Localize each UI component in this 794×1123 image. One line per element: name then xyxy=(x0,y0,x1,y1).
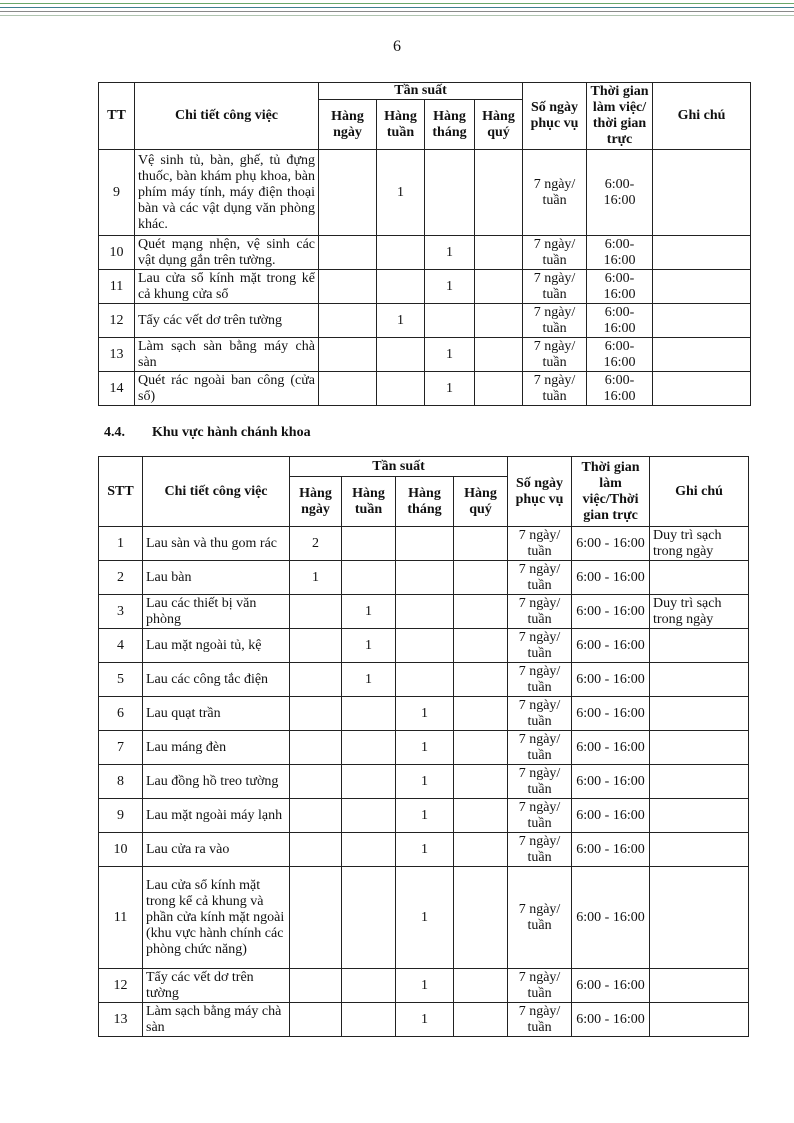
row-number: 2 xyxy=(99,561,143,595)
freq-quarterly xyxy=(454,663,508,697)
note xyxy=(650,833,749,867)
task-detail: Lau quạt trần xyxy=(143,697,290,731)
header-days: Số ngày phục vụ xyxy=(508,457,572,527)
freq-monthly xyxy=(396,527,454,561)
row-number: 10 xyxy=(99,833,143,867)
freq-monthly xyxy=(396,629,454,663)
service-days: 7 ngày/ tuần xyxy=(508,731,572,765)
freq-monthly: 1 xyxy=(396,731,454,765)
task-detail: Lau các công tắc điện xyxy=(143,663,290,697)
working-time: 6:00- 16:00 xyxy=(587,150,653,236)
freq-daily xyxy=(290,969,342,1003)
note xyxy=(650,765,749,799)
row-number: 11 xyxy=(99,867,143,969)
freq-quarterly xyxy=(475,338,523,372)
service-days: 7 ngày/ tuần xyxy=(508,1003,572,1037)
header-monthly: Hàng tháng xyxy=(396,477,454,527)
service-days: 7 ngày/ tuần xyxy=(523,270,587,304)
service-days: 7 ngày/ tuần xyxy=(508,697,572,731)
task-detail: Lau cửa sổ kính mặt trong kể cả khung và phần cửa kính mặt ngoài (khu vực hành chính các phòng chức năng) xyxy=(143,867,290,969)
task-detail: Làm sạch sàn bằng máy chà sàn xyxy=(135,338,319,372)
working-time: 6:00 - 16:00 xyxy=(572,697,650,731)
freq-daily: 2 xyxy=(290,527,342,561)
freq-daily: 1 xyxy=(290,561,342,595)
freq-monthly xyxy=(396,595,454,629)
freq-weekly xyxy=(342,867,396,969)
freq-quarterly xyxy=(475,372,523,406)
freq-quarterly xyxy=(454,697,508,731)
freq-daily xyxy=(319,338,377,372)
task-detail: Làm sạch bằng máy chà sàn xyxy=(143,1003,290,1037)
freq-quarterly xyxy=(454,969,508,1003)
working-time: 6:00 - 16:00 xyxy=(572,527,650,561)
service-days: 7 ngày/ tuần xyxy=(508,561,572,595)
note: Duy trì sạch trong ngày xyxy=(650,595,749,629)
freq-monthly xyxy=(396,663,454,697)
freq-daily xyxy=(319,150,377,236)
note xyxy=(650,629,749,663)
working-time: 6:00 - 16:00 xyxy=(572,833,650,867)
row-number: 8 xyxy=(99,765,143,799)
working-time: 6:00 - 16:00 xyxy=(572,799,650,833)
freq-weekly: 1 xyxy=(377,150,425,236)
header-note: Ghi chú xyxy=(653,83,751,150)
freq-daily xyxy=(290,799,342,833)
freq-monthly: 1 xyxy=(425,236,475,270)
service-days: 7 ngày/ tuần xyxy=(508,663,572,697)
row-number: 10 xyxy=(99,236,135,270)
table-row xyxy=(99,527,749,561)
freq-weekly: 1 xyxy=(342,663,396,697)
freq-quarterly xyxy=(475,150,523,236)
freq-daily xyxy=(290,629,342,663)
freq-daily xyxy=(290,595,342,629)
row-number: 9 xyxy=(99,150,135,236)
working-time: 6:00 - 16:00 xyxy=(572,595,650,629)
table-1-body xyxy=(99,150,751,406)
freq-quarterly xyxy=(454,799,508,833)
freq-quarterly xyxy=(454,527,508,561)
scan-edge-lines xyxy=(0,0,794,22)
row-number: 5 xyxy=(99,663,143,697)
freq-monthly: 1 xyxy=(396,969,454,1003)
task-detail: Lau máng đèn xyxy=(143,731,290,765)
row-number: 3 xyxy=(99,595,143,629)
freq-monthly: 1 xyxy=(396,1003,454,1037)
table-row xyxy=(99,969,749,1003)
row-number: 14 xyxy=(99,372,135,406)
freq-weekly: 1 xyxy=(377,304,425,338)
header-note: Ghi chú xyxy=(650,457,749,527)
table-row xyxy=(99,697,749,731)
service-days: 7 ngày/ tuần xyxy=(508,833,572,867)
service-days: 7 ngày/ tuần xyxy=(508,527,572,561)
freq-quarterly xyxy=(475,236,523,270)
table-row xyxy=(99,867,749,969)
working-time: 6:00 - 16:00 xyxy=(572,969,650,1003)
freq-monthly: 1 xyxy=(425,372,475,406)
freq-daily xyxy=(290,1003,342,1037)
service-days: 7 ngày/ tuần xyxy=(523,372,587,406)
table-row xyxy=(99,561,749,595)
table-row xyxy=(99,1003,749,1037)
section-number: 4.4. xyxy=(104,425,125,440)
task-detail: Lau bàn xyxy=(143,561,290,595)
freq-monthly: 1 xyxy=(396,697,454,731)
note: Duy trì sạch trong ngày xyxy=(650,527,749,561)
freq-daily xyxy=(290,833,342,867)
table-row xyxy=(99,150,751,236)
task-detail: Quét mạng nhện, vệ sinh các vật dụng gắn trên tường. xyxy=(135,236,319,270)
freq-weekly xyxy=(342,833,396,867)
service-days: 7 ngày/ tuần xyxy=(523,236,587,270)
row-number: 1 xyxy=(99,527,143,561)
freq-daily xyxy=(290,867,342,969)
row-number: 12 xyxy=(99,304,135,338)
freq-monthly xyxy=(425,150,475,236)
freq-daily xyxy=(319,372,377,406)
table-row xyxy=(99,338,751,372)
freq-weekly xyxy=(342,799,396,833)
service-days: 7 ngày/ tuần xyxy=(508,969,572,1003)
section-title: Khu vực hành chánh khoa xyxy=(152,425,311,440)
working-time: 6:00 - 16:00 xyxy=(572,731,650,765)
note xyxy=(650,969,749,1003)
freq-weekly xyxy=(342,1003,396,1037)
table-row xyxy=(99,372,751,406)
header-detail: Chi tiết công việc xyxy=(135,83,319,150)
freq-quarterly xyxy=(454,629,508,663)
row-number: 4 xyxy=(99,629,143,663)
freq-monthly: 1 xyxy=(396,765,454,799)
note xyxy=(650,731,749,765)
cleaning-table-1 xyxy=(98,82,751,406)
freq-weekly xyxy=(342,561,396,595)
page-number: 6 xyxy=(393,38,401,55)
note xyxy=(653,304,751,338)
working-time: 6:00 - 16:00 xyxy=(572,663,650,697)
freq-weekly xyxy=(342,527,396,561)
row-number: 12 xyxy=(99,969,143,1003)
table-row xyxy=(99,304,751,338)
task-detail: Lau các thiết bị văn phòng xyxy=(143,595,290,629)
header-weekly: Hàng tuần xyxy=(342,477,396,527)
header-monthly: Hàng tháng xyxy=(425,100,475,150)
freq-monthly xyxy=(425,304,475,338)
freq-monthly: 1 xyxy=(425,338,475,372)
freq-monthly: 1 xyxy=(396,833,454,867)
service-days: 7 ngày/ tuần xyxy=(508,867,572,969)
freq-weekly xyxy=(377,236,425,270)
freq-weekly: 1 xyxy=(342,629,396,663)
header-stt: STT xyxy=(99,457,143,527)
freq-daily xyxy=(319,236,377,270)
freq-weekly xyxy=(342,765,396,799)
freq-weekly xyxy=(342,697,396,731)
task-detail: Lau cửa sổ kính mặt trong kể cả khung cửa sổ xyxy=(135,270,319,304)
table-2-body xyxy=(99,527,749,1037)
note xyxy=(650,799,749,833)
service-days: 7 ngày/ tuần xyxy=(508,799,572,833)
freq-daily xyxy=(290,731,342,765)
cleaning-table-2 xyxy=(98,456,749,1037)
header-time: Thời gian làm việc/Thời gian trực xyxy=(572,457,650,527)
note xyxy=(653,150,751,236)
note xyxy=(650,561,749,595)
freq-daily xyxy=(319,270,377,304)
freq-weekly xyxy=(377,270,425,304)
row-number: 6 xyxy=(99,697,143,731)
freq-daily xyxy=(290,663,342,697)
freq-quarterly xyxy=(454,561,508,595)
table-row xyxy=(99,731,749,765)
task-detail: Lau cửa ra vào xyxy=(143,833,290,867)
row-number: 11 xyxy=(99,270,135,304)
freq-daily xyxy=(290,765,342,799)
service-days: 7 ngày/ tuần xyxy=(523,150,587,236)
table-row xyxy=(99,765,749,799)
note xyxy=(650,1003,749,1037)
freq-monthly xyxy=(396,561,454,595)
working-time: 6:00 - 16:00 xyxy=(572,1003,650,1037)
task-detail: Lau sàn và thu gom rác xyxy=(143,527,290,561)
service-days: 7 ngày/ tuần xyxy=(508,629,572,663)
section-heading xyxy=(104,425,311,441)
note xyxy=(653,372,751,406)
task-detail: Tẩy các vết dơ trên tường xyxy=(135,304,319,338)
freq-quarterly xyxy=(454,1003,508,1037)
working-time: 6:00 - 16:00 xyxy=(572,561,650,595)
header-daily: Hàng ngày xyxy=(319,100,377,150)
freq-monthly: 1 xyxy=(396,867,454,969)
freq-quarterly xyxy=(454,731,508,765)
header-daily: Hàng ngày xyxy=(290,477,342,527)
working-time: 6:00 - 16:00 xyxy=(572,629,650,663)
note xyxy=(653,338,751,372)
working-time: 6:00 - 16:00 xyxy=(572,765,650,799)
service-days: 7 ngày/ tuần xyxy=(508,595,572,629)
freq-quarterly xyxy=(454,867,508,969)
working-time: 6:00- 16:00 xyxy=(587,372,653,406)
header-frequency: Tần suất xyxy=(290,457,508,477)
note xyxy=(650,697,749,731)
row-number: 13 xyxy=(99,1003,143,1037)
service-days: 7 ngày/ tuần xyxy=(508,765,572,799)
header-frequency: Tần suất xyxy=(319,83,523,100)
header-tt: TT xyxy=(99,83,135,150)
table-row xyxy=(99,663,749,697)
table-row xyxy=(99,833,749,867)
header-quarterly: Hàng quý xyxy=(454,477,508,527)
freq-monthly: 1 xyxy=(396,799,454,833)
freq-weekly xyxy=(377,372,425,406)
header-weekly: Hàng tuần xyxy=(377,100,425,150)
working-time: 6:00- 16:00 xyxy=(587,338,653,372)
task-detail: Lau mặt ngoài máy lạnh xyxy=(143,799,290,833)
freq-quarterly xyxy=(454,595,508,629)
freq-quarterly xyxy=(454,765,508,799)
freq-weekly xyxy=(342,969,396,1003)
freq-quarterly xyxy=(475,270,523,304)
task-detail: Quét rác ngoài ban công (cửa sổ) xyxy=(135,372,319,406)
row-number: 13 xyxy=(99,338,135,372)
table-row xyxy=(99,236,751,270)
row-number: 7 xyxy=(99,731,143,765)
working-time: 6:00- 16:00 xyxy=(587,270,653,304)
header-detail: Chi tiết công việc xyxy=(143,457,290,527)
working-time: 6:00- 16:00 xyxy=(587,236,653,270)
header-days: Số ngày phục vụ xyxy=(523,83,587,150)
header-quarterly: Hàng quý xyxy=(475,100,523,150)
working-time: 6:00- 16:00 xyxy=(587,304,653,338)
note xyxy=(650,867,749,969)
header-time: Thời gian làm việc/ thời gian trực xyxy=(587,83,653,150)
note xyxy=(650,663,749,697)
task-detail: Vệ sinh tủ, bàn, ghế, tủ đựng thuốc, bàn khám phụ khoa, bàn phím máy tính, máy điện thoại bàn và các vật dụng văn phòng khác. xyxy=(135,150,319,236)
freq-weekly: 1 xyxy=(342,595,396,629)
freq-daily xyxy=(290,697,342,731)
row-number: 9 xyxy=(99,799,143,833)
freq-quarterly xyxy=(454,833,508,867)
task-detail: Lau đồng hồ treo tường xyxy=(143,765,290,799)
note xyxy=(653,270,751,304)
service-days: 7 ngày/ tuần xyxy=(523,338,587,372)
table-row xyxy=(99,270,751,304)
freq-monthly: 1 xyxy=(425,270,475,304)
freq-quarterly xyxy=(475,304,523,338)
freq-weekly xyxy=(377,338,425,372)
table-row xyxy=(99,799,749,833)
note xyxy=(653,236,751,270)
task-detail: Lau mặt ngoài tủ, kệ xyxy=(143,629,290,663)
service-days: 7 ngày/ tuần xyxy=(523,304,587,338)
table-row xyxy=(99,629,749,663)
working-time: 6:00 - 16:00 xyxy=(572,867,650,969)
task-detail: Tẩy các vết dơ trên tường xyxy=(143,969,290,1003)
freq-weekly xyxy=(342,731,396,765)
table-row xyxy=(99,595,749,629)
freq-daily xyxy=(319,304,377,338)
